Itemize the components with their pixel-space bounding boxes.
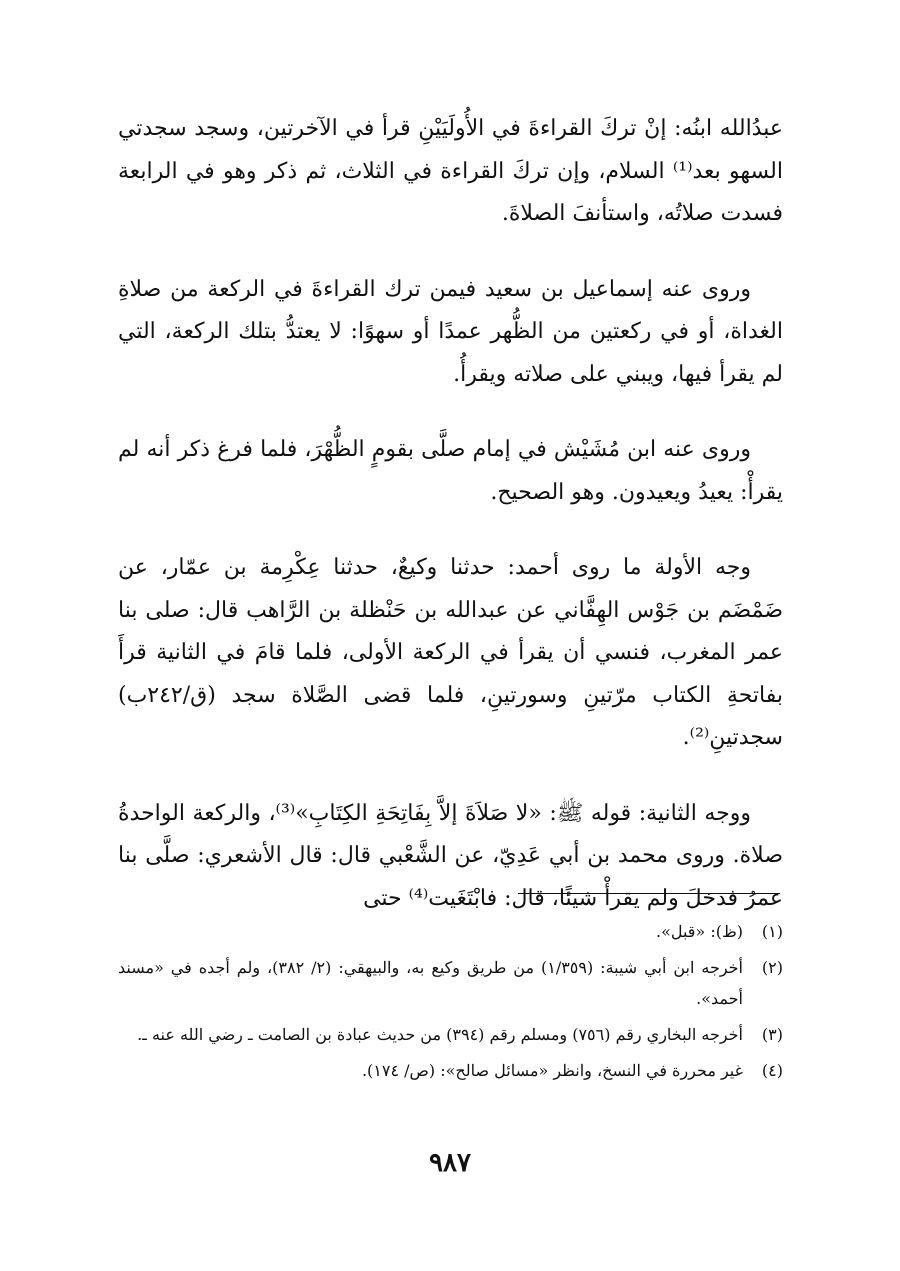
footnote-number: (٢) [761,958,783,977]
footnote-number: (٣) [761,1025,783,1044]
footnote-item [118,1019,783,1050]
paragraph-5: ووجه الثانية: قوله ﷺ: «لا صَلاَةَ إلاَّ بِفَاتِحَةِ الكِتَابِ»⁽³⁾، والركعة الواحدةُ صلاة. وروى محمد بن أبي عَدِيّ، عن الشَّعْبي قال: قال الأشعري: صلَّى بنا عمرُ فدخلَ ولم يقرأْ شيئًا، قال: فابْتَغَيت⁽⁴⁾ حتى [118,800,783,911]
footnote-text: أخرجه البخاري رقم (٧٥٦) ومسلم رقم (٣٩٤) من حديث عبادة بن الصامت ـ رضي الله عنه ـ. [137,1025,743,1044]
footnote-text: غير محررة في النسخ، وانظر «مسائل صالح»: (ص/ ١٧٤). [361,1061,743,1080]
footnote-item [118,952,783,1014]
footnote-item [118,916,783,947]
page-number: ٩٨٧ [429,1148,471,1178]
footnote-text: أخرجه ابن أبي شيبة: (١/٣٥٩) من طريق وكيع به، والبيهقي: (٢/ ٣٨٢)، ولم أجده في «مسند أحمد». [118,958,744,1008]
footnote-number: (٤) [761,1061,783,1080]
paragraph-1: عبدُالله ابنُه: إنْ تركَ القراءةَ في الأُولَيَيْنِ قرأ في الآخرتين، وسجد سجدتي السهو بعد⁽¹⁾ السلام، وإن تركَ القراءة في الثلاث، ثم ذكر وهو في الرابعة فسدت صلاتُه، واستأنفَ الصلاةَ. [118,116,783,226]
footnote-item [118,1055,783,1086]
footnotes [118,916,783,1091]
footnote-text: (ظ): «قبل». [655,922,743,941]
footnote-separator [518,893,780,894]
main-text [118,108,783,953]
paragraph-2: وروى عنه إسماعيل بن سعيد فيمن ترك القراءةَ في الركعة من صلاةِ الغداة، أو في ركعتين من الظُّهر عمدًا أو سهوًا: لا يعتدُّ بتلك الركعة، التي لم يقرأ فيها، ويبني على صلاته ويقرأُ. [118,276,783,387]
footnote-number: (١) [761,922,783,941]
paragraph-3: وروى عنه ابن مُشَيْش في إمام صلَّى بقومٍ الظُّهْرَ، فلما فرغ ذكر أنه لم يقرأْ: يعيدُ ويعيدون. وهو الصحيح. [118,437,783,505]
paragraph-4: وجه الأولة ما روى أحمد: حدثنا وكيعٌ، حدثنا عِكْرِمة بن عمّار، عن ضَمْضَم بن جَوْس الهِفَّاني عن عبدالله بن حَنْظلة بن الرَّاهب قال: صلى بنا عمر المغرب، فنسي أن يقرأ في الركعة الأولى، فلما قامَ في الثانية قرأَ بفاتحةِ الكتاب مرّتينِ وسورتينِ، فلما قضى الصَّلاة سجد (ق/٢٤٢ب) سجدتينِ⁽²⁾. [118,555,783,750]
